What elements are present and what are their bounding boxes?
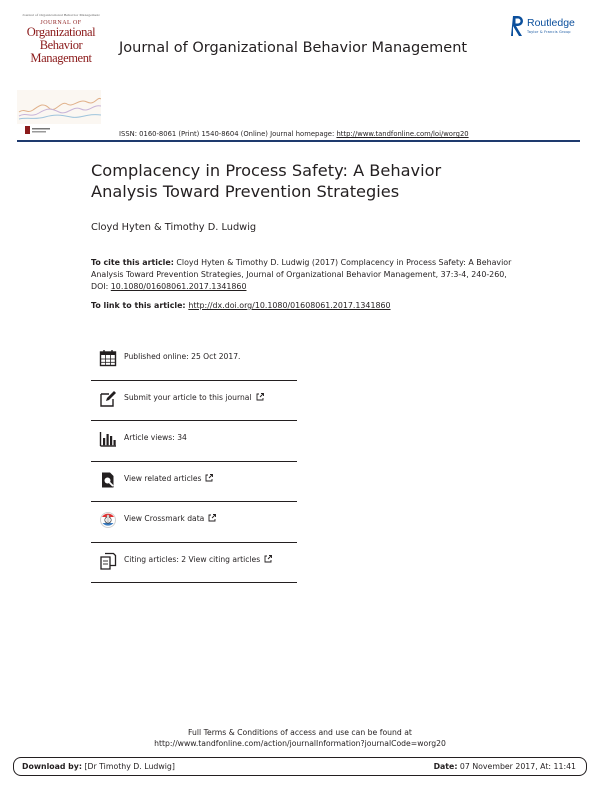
info-related-articles[interactable] (91, 462, 297, 503)
terms-url[interactable]: http://www.tandfonline.com/action/journalInformation?journalCode=worg20 (154, 739, 446, 748)
logo-line-2: Behavior (39, 37, 83, 52)
info-submit-article[interactable] (91, 381, 297, 422)
citing-articles-icon (99, 552, 117, 570)
related-articles-icon (99, 471, 117, 489)
logo-journal-of: JOURNAL OF (40, 19, 82, 26)
article-link-line (91, 301, 391, 310)
download-info-bar (13, 757, 587, 776)
article-info-list (91, 340, 297, 583)
info-label: Article views: 34 (124, 433, 187, 442)
download-date-value: 07 November 2017, At: 11:41 (457, 762, 576, 771)
routledge-r-icon (511, 15, 525, 37)
calendar-icon (99, 349, 117, 367)
logo-line-3: Management (30, 50, 92, 65)
terms-note (0, 727, 600, 749)
header-divider (17, 140, 580, 142)
info-label: Published online: 25 Oct 2017. (124, 352, 241, 361)
info-link-text[interactable] (124, 514, 216, 523)
link-label: To link to this article: (91, 301, 189, 310)
logo-line-1: Organizational (26, 24, 96, 39)
download-by (22, 762, 175, 771)
submit-article-icon (99, 390, 117, 408)
citation-doi-link[interactable]: 10.1080/01608061.2017.1341860 (110, 282, 247, 291)
external-link-icon (256, 393, 264, 401)
article-doi-url[interactable]: http://dx.doi.org/10.1080/01608061.2017.1341860 (188, 301, 391, 310)
info-label: Citing articles: 2 View citing articles (124, 554, 261, 564)
info-label: View Crossmark data (124, 514, 205, 523)
info-article-views (91, 421, 297, 462)
info-crossmark[interactable] (91, 502, 297, 543)
download-by-label: Download by: (22, 762, 82, 771)
info-link-text[interactable] (124, 393, 264, 402)
info-published-online (91, 340, 297, 381)
info-label: Submit your article to this journal (124, 392, 252, 402)
publisher-tagline: Taylor & Francis Group (527, 30, 571, 34)
download-date (434, 762, 576, 771)
logo-tiny-text: Journal of Organizational Behavior Management (22, 13, 100, 17)
citation-block (91, 257, 521, 293)
info-citing-articles[interactable] (91, 543, 297, 584)
article-authors: Cloyd Hyten & Timothy D. Ludwig (91, 222, 257, 233)
journal-title: Journal of Organizational Behavior Management (119, 40, 468, 56)
info-label: View related articles (124, 473, 202, 483)
citation-text: Cloyd Hyten & Timothy D. Ludwig (2017) Complacency in Process Safety: A Behavior Analysis Toward Prevention Strategies, Journal of Organizational Behavior Management, 37:3-4, 240-260, DOI: (91, 258, 512, 291)
terms-line-1: Full Terms & Conditions of access and use can be found at (188, 728, 412, 737)
crossmark-icon (99, 511, 117, 529)
issn-line (119, 130, 469, 138)
info-link-text[interactable] (124, 474, 213, 483)
external-link-icon (264, 555, 272, 563)
info-link-text[interactable] (124, 555, 272, 564)
journal-homepage-link[interactable]: http://www.tandfonline.com/loi/worg20 (336, 130, 469, 138)
issn-text: ISSN: 0160-8061 (Print) 1540-8604 (Online) Journal homepage: (119, 130, 337, 138)
journal-logo (18, 14, 104, 78)
article-title: Complacency in Process Safety: A Behavior Analysis Toward Prevention Strategies (91, 161, 442, 201)
external-link-icon (205, 474, 213, 482)
publisher-name: Routledge (527, 17, 575, 29)
bar-chart-icon (99, 430, 117, 448)
publisher-logo (511, 15, 589, 39)
external-link-icon (208, 514, 216, 522)
download-by-value: [Dr Timothy D. Ludwig] (81, 762, 175, 771)
download-date-label: Date: (433, 762, 458, 771)
journal-cover-thumbnail (17, 90, 101, 136)
citation-label: To cite this article: (91, 258, 174, 267)
